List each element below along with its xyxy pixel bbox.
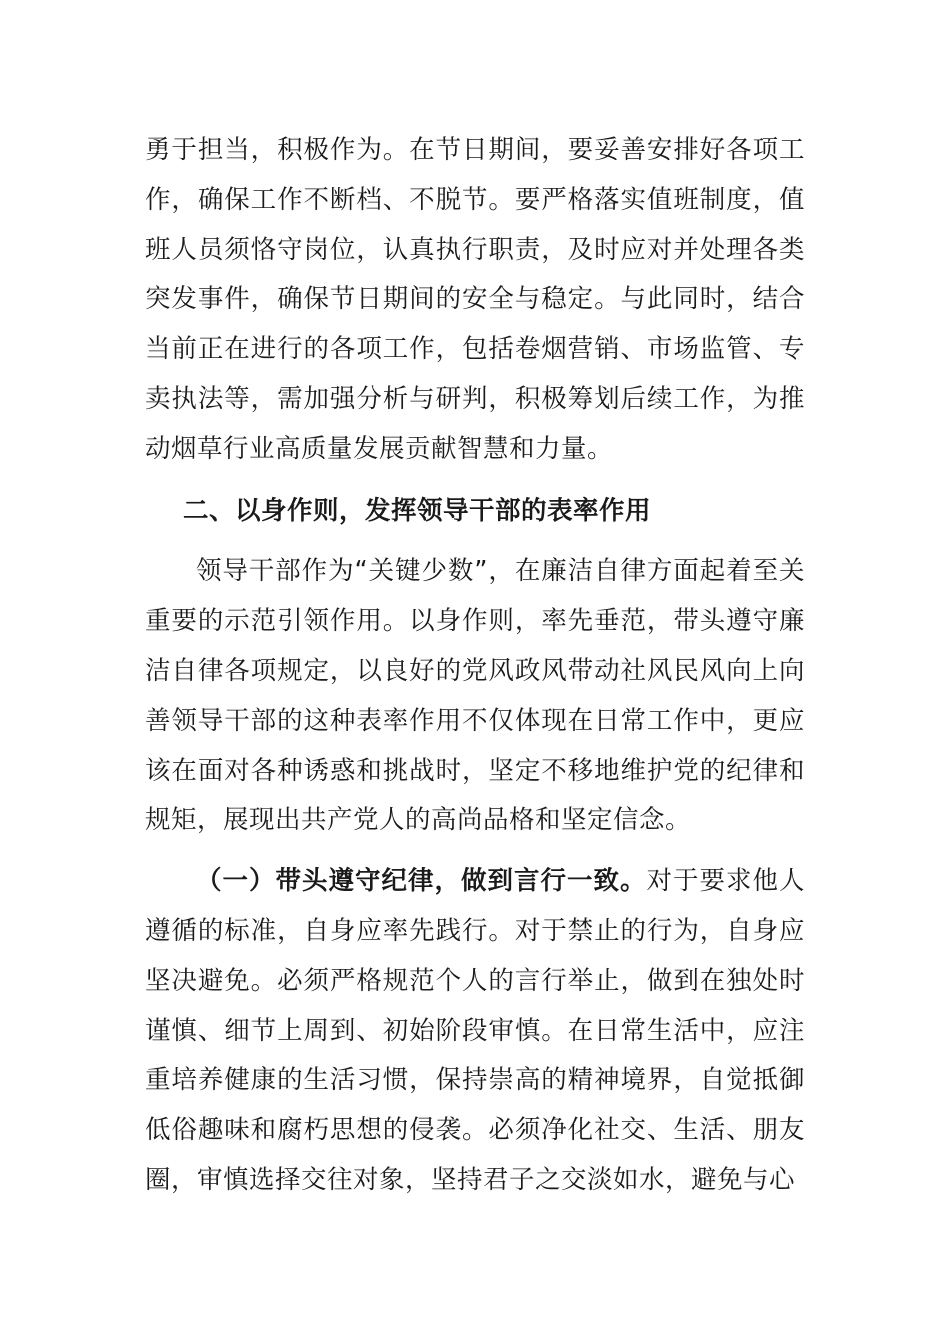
subsection-1-paragraph xyxy=(145,857,805,1206)
paragraph-continuation: 勇于担当，积极作为。在节日期间，要妥善安排好各项工作，确保工作不断档、不脱节。要严格落实值班制度，值班人员须恪守岗位，认真执行职责，及时应对并处理各类突发事件，确保节日期间的安全与稳定。与此同时，结合当前正在进行的各项工作，包括卷烟营销、市场监管、专卖执法等，需加强分析与研判，积极筹划后续工作，为推动烟草行业高质量发展贡献智慧和力量。 xyxy=(145,135,805,464)
document-body xyxy=(145,126,805,1206)
subsection-1-body: 对于要求他人遵循的标准，自身应率先践行。对于禁止的行为，自身应坚决避免。必须严格规范个人的言行举止，做到在独处时谨慎、细节上周到、初始阶段审慎。在日常生活中，应注重培养健康的生活习惯，保持崇高的精神境界，自觉抵御低俗趣味和腐朽思想的侵袭。必须净化社交、生活、朋友圈，审慎选择交往对象，坚持君子之交淡如水，避免与心 xyxy=(145,866,805,1195)
paragraph-leadership-role: 领导干部作为“关键少数”，在廉洁自律方面起着至关重要的示范引领作用。以身作则，率先垂范，带头遵守廉洁自律各项规定，以良好的党风政风带动社风民风向上向善领导干部的这种表率作用不仅体现在日常工作中，更应该在面对各种诱惑和挑战时，坚定不移地维护党的纪律和规矩，展现出共产党人的高尚品格和坚定信念。 xyxy=(145,556,805,836)
section-heading-2: 二、以身作则，发挥领导干部的表率作用 xyxy=(183,495,652,526)
subsection-1-title: （一）带头遵守纪律，做到言行一致。 xyxy=(196,866,647,897)
